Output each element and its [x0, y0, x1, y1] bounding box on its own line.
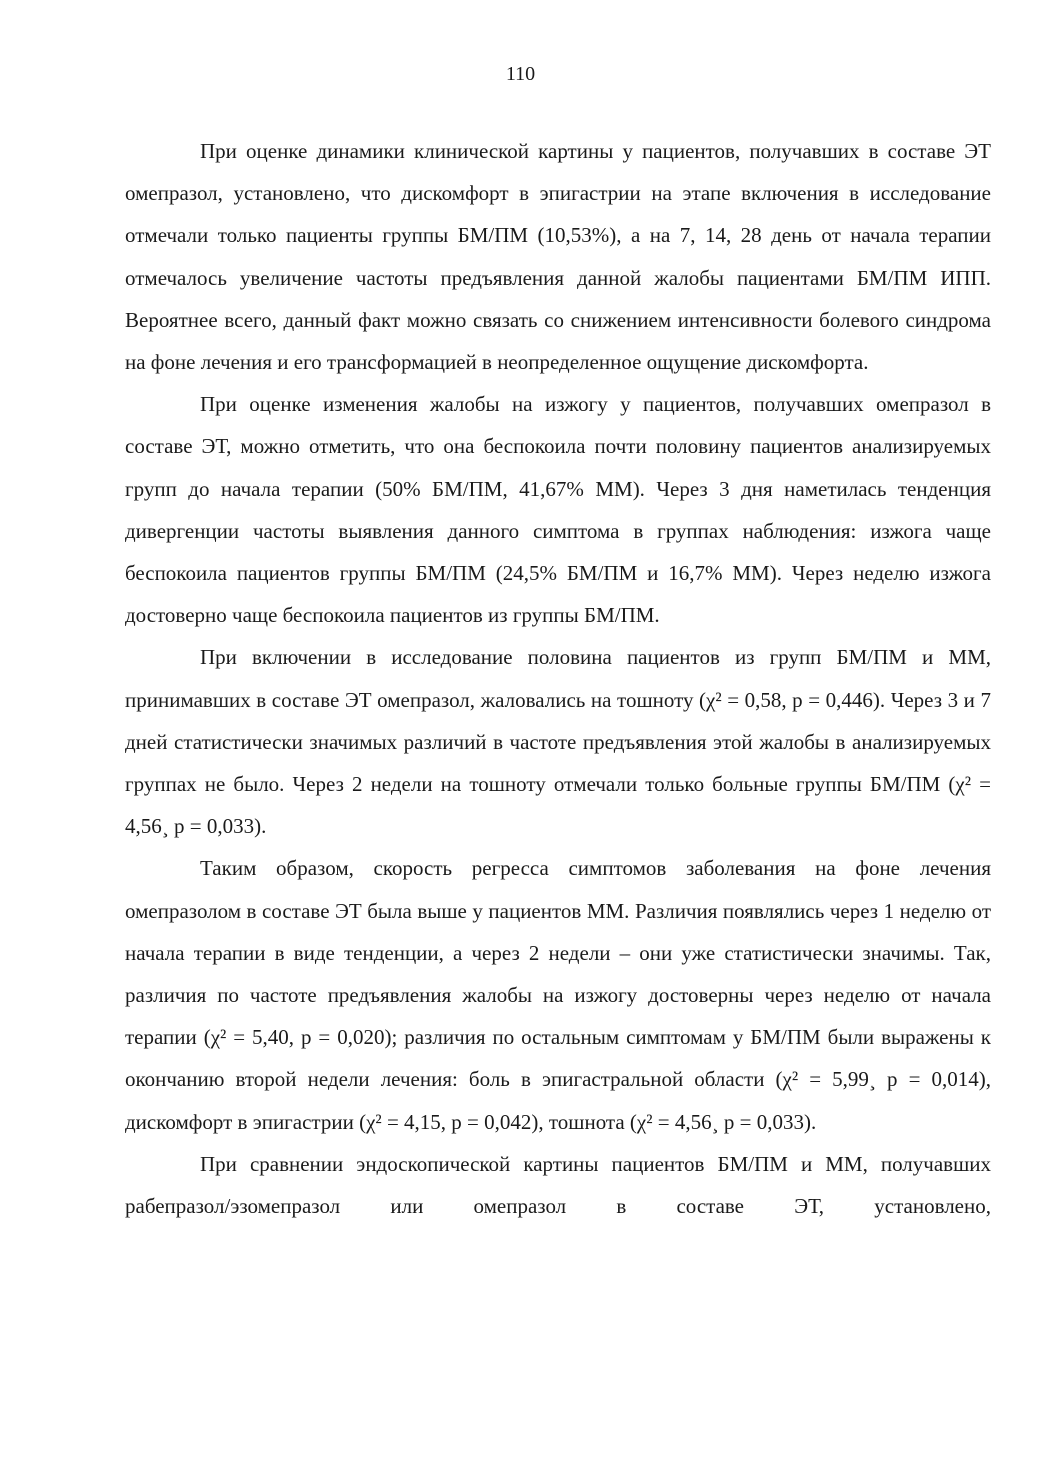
document-body — [125, 130, 991, 1227]
paragraph-endoscopy: При сравнении эндоскопической картины пациентов БМ/ПМ и ММ, получавших рабепразол/эзомепразол или омепразол в составе ЭТ, установлено, — [125, 1151, 991, 1219]
paragraph-conclusion: Таким образом, скорость регресса симптомов заболевания на фоне лечения омепразолом в составе ЭТ была выше у пациентов ММ. Различия появлялись через 1 неделю от начала терапии в виде тенденции, а через 2 недели – они уже статистически значимы. Так, различия по частоте предъявления жалобы на изжогу достоверны через неделю от начала терапии (χ² = 5,40, р = 0,020); различия по остальным симптомам у БМ/ПМ были выражены к окончанию второй недели лечения: боль в эпигастральной области (χ² = 5,99¸ р = 0,014), дискомфорт в эпигастрии (χ² = 4,15, р = 0,042), тошнота (χ² = 4,56¸ р = 0,033). — [125, 856, 991, 1134]
paragraph-epigastric-discomfort: При оценке динамики клинической картины у пациентов, получавших в составе ЭТ омепразол, установлено, что дискомфорт в эпигастрии на этапе включения в исследование отмечали только пациенты группы БМ/ПМ (10,53%), а на 7, 14, 28 день от начала терапии отмечалось увеличение частоты предъявления данной жалобы пациентами БМ/ПМ ИПП. Вероятнее всего, данный факт можно связать со снижением интенсивности болевого синдрома на фоне лечения и его трансформацией в неопределенное ощущение дискомфорта. — [125, 139, 991, 375]
paragraph-nausea: При включении в исследование половина пациентов из групп БМ/ПМ и ММ, принимавших в составе ЭТ омепразол, жаловались на тошноту (χ² = 0,58, р = 0,446). Через 3 и 7 дней статистически значимых различий в частоте предъявления этой жалобы в анализируемых группах не было. Через 2 недели на тошноту отмечали только больные группы БМ/ПМ (χ² = 4,56¸ р = 0,033). — [125, 645, 991, 839]
page-number: 110 — [505, 63, 536, 85]
paragraph-heartburn: При оценке изменения жалобы на изжогу у пациентов, получавших омепразол в составе ЭТ, можно отметить, что она беспокоила почти половину пациентов анализируемых групп до начала терапии (50% БМ/ПМ, 41,67% ММ). Через 3 дня наметилась тенденция дивергенции частоты выявления данного симптома в группах наблюдения: изжога чаще беспокоила пациентов группы БМ/ПМ (24,5% БМ/ПМ и 16,7% ММ). Через неделю изжога достоверно чаще беспокоила пациентов из группы БМ/ПМ. — [125, 392, 991, 628]
